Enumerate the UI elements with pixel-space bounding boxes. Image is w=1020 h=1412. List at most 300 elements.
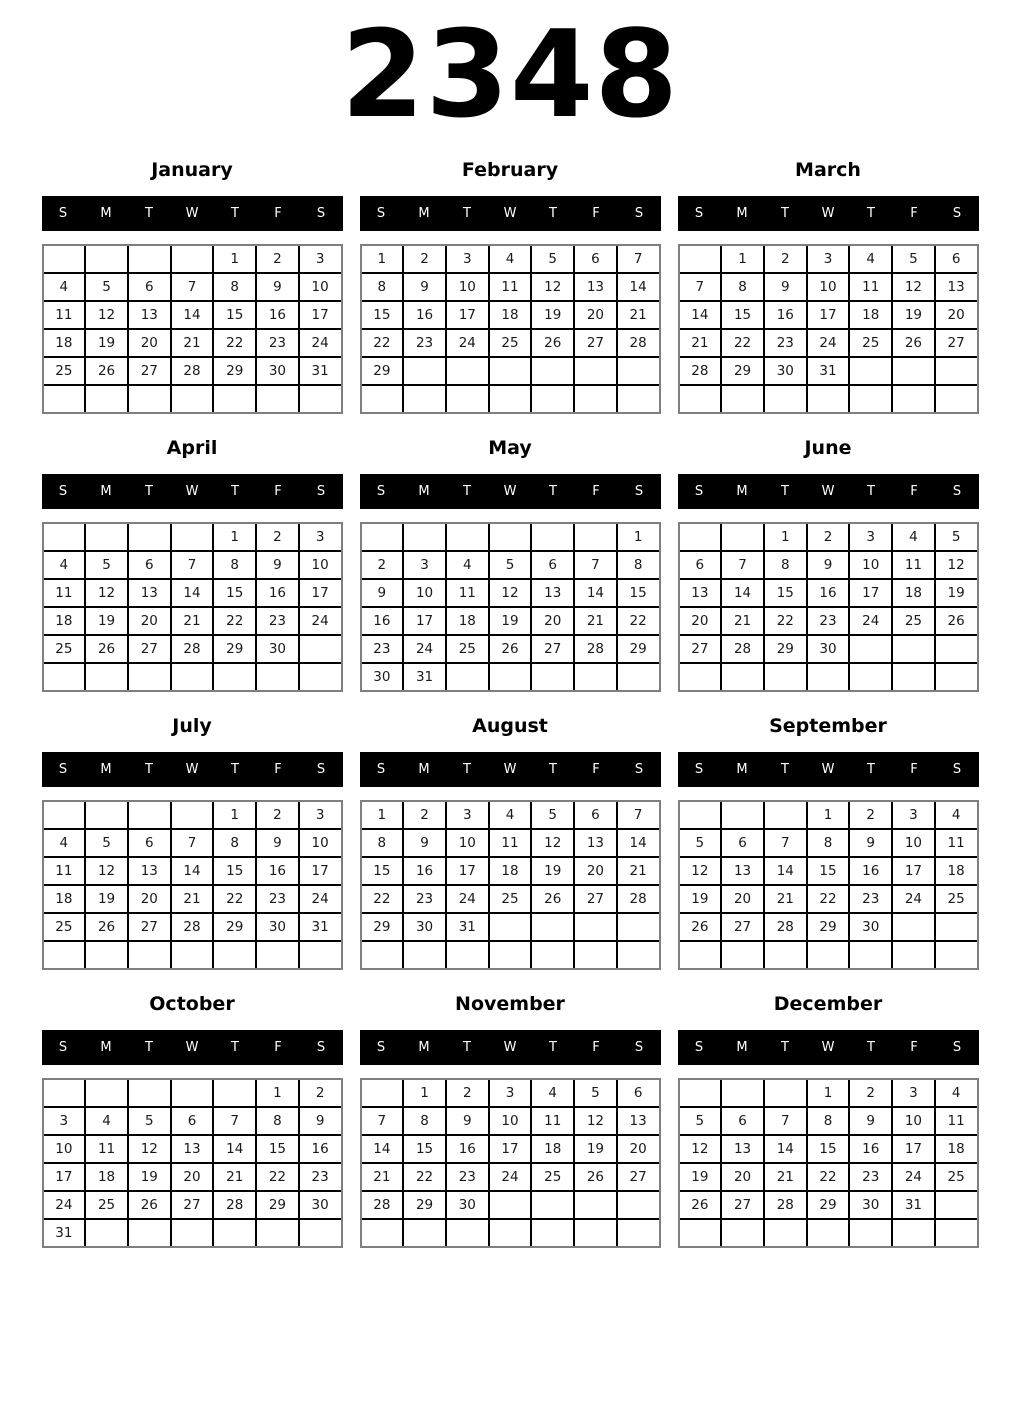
empty-day-cell — [86, 664, 127, 690]
day-cell: 31 — [447, 914, 488, 940]
day-cell: 30 — [404, 914, 445, 940]
day-cell: 9 — [850, 1108, 891, 1134]
weekday-label: T — [781, 206, 789, 221]
day-cell: 24 — [808, 330, 849, 356]
day-cell: 25 — [893, 608, 934, 634]
day-cell: 16 — [404, 302, 445, 328]
day-cell: 29 — [618, 636, 659, 662]
month-day-grid — [360, 522, 661, 692]
empty-day-cell — [893, 636, 934, 662]
day-cell: 20 — [172, 1164, 213, 1190]
weekday-label: S — [634, 762, 644, 777]
day-cell: 10 — [300, 552, 341, 578]
day-cell: 25 — [850, 330, 891, 356]
day-cell: 10 — [300, 830, 341, 856]
month-title: July — [172, 715, 212, 737]
day-cell: 16 — [257, 302, 298, 328]
day-cell: 25 — [44, 358, 85, 384]
day-cell: 25 — [490, 330, 531, 356]
empty-day-cell — [44, 524, 85, 550]
day-cell: 11 — [86, 1136, 127, 1162]
empty-day-cell — [532, 914, 573, 940]
month-day-grid — [360, 800, 661, 970]
day-cell: 18 — [936, 858, 977, 884]
day-cell: 25 — [44, 914, 85, 940]
day-cell: 21 — [765, 1164, 806, 1190]
weekday-label: M — [418, 1040, 430, 1055]
day-cell: 14 — [722, 580, 763, 606]
day-cell: 14 — [362, 1136, 403, 1162]
month-day-grid — [360, 1078, 661, 1248]
day-cell: 1 — [257, 1080, 298, 1106]
month-title: March — [795, 159, 861, 181]
day-cell: 5 — [936, 524, 977, 550]
empty-day-cell — [722, 802, 763, 828]
day-cell: 6 — [575, 802, 616, 828]
day-cell: 20 — [575, 302, 616, 328]
day-cell: 1 — [362, 802, 403, 828]
weekday-label: S — [694, 1040, 704, 1055]
day-cell: 12 — [86, 858, 127, 884]
day-cell: 2 — [257, 802, 298, 828]
empty-day-cell — [86, 1080, 127, 1106]
day-cell: 17 — [300, 302, 341, 328]
day-cell: 13 — [575, 274, 616, 300]
day-cell: 29 — [214, 636, 255, 662]
empty-day-cell — [618, 914, 659, 940]
empty-day-cell — [214, 386, 255, 412]
day-cell: 15 — [214, 302, 255, 328]
day-cell: 17 — [404, 608, 445, 634]
day-cell: 14 — [680, 302, 721, 328]
weekday-label: W — [821, 484, 835, 499]
day-cell: 26 — [575, 1164, 616, 1190]
empty-day-cell — [490, 524, 531, 550]
empty-day-cell — [808, 386, 849, 412]
day-cell: 5 — [680, 830, 721, 856]
empty-day-cell — [447, 524, 488, 550]
day-cell: 25 — [490, 886, 531, 912]
day-cell: 16 — [808, 580, 849, 606]
day-cell: 13 — [936, 274, 977, 300]
day-cell: 15 — [765, 580, 806, 606]
empty-day-cell — [129, 524, 170, 550]
day-cell: 29 — [808, 1192, 849, 1218]
weekday-label: M — [736, 206, 748, 221]
day-cell: 26 — [680, 1192, 721, 1218]
day-cell: 26 — [490, 636, 531, 662]
day-cell: 21 — [618, 858, 659, 884]
weekday-label: T — [463, 206, 471, 221]
month-block — [42, 158, 343, 414]
day-cell: 3 — [300, 802, 341, 828]
day-cell: 27 — [722, 1192, 763, 1218]
day-cell: 23 — [404, 886, 445, 912]
day-cell: 28 — [618, 330, 659, 356]
weekday-label: M — [418, 762, 430, 777]
day-cell: 14 — [172, 302, 213, 328]
empty-day-cell — [850, 358, 891, 384]
day-cell: 3 — [404, 552, 445, 578]
day-cell: 4 — [44, 552, 85, 578]
day-cell: 18 — [850, 302, 891, 328]
day-cell: 1 — [765, 524, 806, 550]
day-cell: 11 — [447, 580, 488, 606]
day-cell: 8 — [722, 274, 763, 300]
weekday-label: F — [910, 762, 918, 777]
day-cell: 11 — [490, 830, 531, 856]
day-cell: 11 — [44, 858, 85, 884]
day-cell: 5 — [893, 246, 934, 272]
weekday-label: S — [316, 1040, 326, 1055]
day-cell: 8 — [808, 1108, 849, 1134]
empty-day-cell — [300, 664, 341, 690]
month-block — [42, 992, 343, 1248]
month-title: April — [166, 437, 218, 459]
empty-day-cell — [172, 942, 213, 968]
month-day-grid — [678, 244, 979, 414]
weekday-header-row — [42, 196, 343, 231]
empty-day-cell — [172, 524, 213, 550]
empty-day-cell — [129, 942, 170, 968]
empty-day-cell — [86, 942, 127, 968]
day-cell: 29 — [404, 1192, 445, 1218]
day-cell: 13 — [680, 580, 721, 606]
day-cell: 7 — [172, 830, 213, 856]
day-cell: 5 — [680, 1108, 721, 1134]
month-day-grid — [678, 522, 979, 692]
weekday-label: T — [463, 1040, 471, 1055]
weekday-label: T — [463, 762, 471, 777]
month-day-grid — [42, 1078, 343, 1248]
day-cell: 7 — [172, 552, 213, 578]
empty-day-cell — [850, 636, 891, 662]
day-cell: 7 — [618, 802, 659, 828]
day-cell: 24 — [300, 886, 341, 912]
day-cell: 4 — [490, 246, 531, 272]
day-cell: 29 — [362, 358, 403, 384]
day-cell: 20 — [129, 608, 170, 634]
weekday-label: W — [503, 1040, 517, 1055]
day-cell: 8 — [214, 552, 255, 578]
day-cell: 13 — [532, 580, 573, 606]
weekday-label: S — [376, 484, 386, 499]
day-cell: 23 — [257, 886, 298, 912]
day-cell: 25 — [936, 886, 977, 912]
weekday-label: T — [781, 762, 789, 777]
day-cell: 2 — [362, 552, 403, 578]
empty-day-cell — [490, 1192, 531, 1218]
weekday-label: S — [316, 484, 326, 499]
empty-day-cell — [722, 1080, 763, 1106]
weekday-label: F — [274, 484, 282, 499]
empty-day-cell — [447, 942, 488, 968]
day-cell: 16 — [300, 1136, 341, 1162]
day-cell: 17 — [447, 858, 488, 884]
weekday-label: S — [952, 1040, 962, 1055]
day-cell: 14 — [172, 858, 213, 884]
day-cell: 28 — [765, 1192, 806, 1218]
day-cell: 2 — [850, 802, 891, 828]
empty-day-cell — [893, 664, 934, 690]
day-cell: 15 — [808, 858, 849, 884]
empty-day-cell — [214, 664, 255, 690]
weekday-label: T — [549, 206, 557, 221]
day-cell: 21 — [214, 1164, 255, 1190]
day-cell: 11 — [893, 552, 934, 578]
empty-day-cell — [722, 386, 763, 412]
weekday-label: T — [231, 1040, 239, 1055]
weekday-label: M — [100, 206, 112, 221]
day-cell: 9 — [404, 274, 445, 300]
day-cell: 22 — [214, 330, 255, 356]
day-cell: 2 — [808, 524, 849, 550]
day-cell: 19 — [532, 302, 573, 328]
day-cell: 28 — [362, 1192, 403, 1218]
day-cell: 1 — [214, 524, 255, 550]
empty-day-cell — [850, 386, 891, 412]
weekday-label: W — [503, 762, 517, 777]
day-cell: 29 — [214, 358, 255, 384]
day-cell: 19 — [893, 302, 934, 328]
day-cell: 24 — [850, 608, 891, 634]
day-cell: 30 — [447, 1192, 488, 1218]
empty-day-cell — [893, 1220, 934, 1246]
empty-day-cell — [575, 386, 616, 412]
day-cell: 23 — [765, 330, 806, 356]
day-cell: 19 — [936, 580, 977, 606]
day-cell: 13 — [618, 1108, 659, 1134]
day-cell: 27 — [129, 636, 170, 662]
weekday-label: S — [952, 206, 962, 221]
day-cell: 24 — [893, 1164, 934, 1190]
month-block — [360, 436, 661, 692]
empty-day-cell — [936, 914, 977, 940]
empty-day-cell — [893, 942, 934, 968]
month-title: June — [804, 437, 852, 459]
day-cell: 26 — [86, 914, 127, 940]
empty-day-cell — [575, 942, 616, 968]
day-cell: 16 — [850, 858, 891, 884]
day-cell: 27 — [618, 1164, 659, 1190]
day-cell: 27 — [532, 636, 573, 662]
month-title: February — [461, 159, 559, 181]
day-cell: 21 — [722, 608, 763, 634]
day-cell: 21 — [765, 886, 806, 912]
day-cell: 4 — [86, 1108, 127, 1134]
weekday-label: T — [145, 762, 153, 777]
empty-day-cell — [722, 1220, 763, 1246]
day-cell: 2 — [404, 246, 445, 272]
empty-day-cell — [936, 664, 977, 690]
day-cell: 28 — [172, 914, 213, 940]
empty-day-cell — [893, 914, 934, 940]
day-cell: 19 — [532, 858, 573, 884]
empty-day-cell — [257, 942, 298, 968]
day-cell: 13 — [575, 830, 616, 856]
day-cell: 28 — [618, 886, 659, 912]
day-cell: 9 — [808, 552, 849, 578]
empty-day-cell — [129, 246, 170, 272]
day-cell: 9 — [257, 274, 298, 300]
day-cell: 23 — [257, 330, 298, 356]
day-cell: 17 — [447, 302, 488, 328]
empty-day-cell — [575, 358, 616, 384]
empty-day-cell — [722, 524, 763, 550]
day-cell: 24 — [447, 886, 488, 912]
empty-day-cell — [44, 802, 85, 828]
weekday-label: T — [549, 762, 557, 777]
day-cell: 10 — [893, 1108, 934, 1134]
day-cell: 1 — [214, 246, 255, 272]
day-cell: 2 — [404, 802, 445, 828]
day-cell: 27 — [722, 914, 763, 940]
day-cell: 8 — [765, 552, 806, 578]
empty-day-cell — [850, 664, 891, 690]
day-cell: 8 — [362, 274, 403, 300]
day-cell: 12 — [532, 830, 573, 856]
day-cell: 11 — [44, 580, 85, 606]
day-cell: 1 — [618, 524, 659, 550]
day-cell: 8 — [214, 274, 255, 300]
empty-day-cell — [214, 1080, 255, 1106]
weekday-header-row — [678, 196, 979, 231]
day-cell: 25 — [44, 636, 85, 662]
day-cell: 26 — [86, 636, 127, 662]
empty-day-cell — [532, 358, 573, 384]
day-cell: 4 — [532, 1080, 573, 1106]
day-cell: 5 — [575, 1080, 616, 1106]
empty-day-cell — [257, 386, 298, 412]
weekday-label: T — [145, 206, 153, 221]
weekday-label: T — [231, 484, 239, 499]
month-block — [42, 436, 343, 692]
weekday-header-row — [678, 1030, 979, 1065]
day-cell: 26 — [893, 330, 934, 356]
empty-day-cell — [172, 1220, 213, 1246]
day-cell: 15 — [362, 858, 403, 884]
weekday-label: F — [910, 1040, 918, 1055]
day-cell: 16 — [765, 302, 806, 328]
empty-day-cell — [765, 386, 806, 412]
empty-day-cell — [618, 386, 659, 412]
day-cell: 16 — [447, 1136, 488, 1162]
day-cell: 10 — [808, 274, 849, 300]
day-cell: 26 — [129, 1192, 170, 1218]
empty-day-cell — [936, 1192, 977, 1218]
day-cell: 27 — [680, 636, 721, 662]
month-day-grid — [360, 244, 661, 414]
month-day-grid — [678, 800, 979, 970]
weekday-label: W — [503, 206, 517, 221]
empty-day-cell — [765, 942, 806, 968]
day-cell: 3 — [893, 1080, 934, 1106]
day-cell: 20 — [722, 886, 763, 912]
month-block — [678, 158, 979, 414]
day-cell: 5 — [86, 830, 127, 856]
empty-day-cell — [680, 802, 721, 828]
empty-day-cell — [680, 524, 721, 550]
day-cell: 3 — [300, 524, 341, 550]
day-cell: 6 — [129, 274, 170, 300]
day-cell: 19 — [129, 1164, 170, 1190]
day-cell: 4 — [447, 552, 488, 578]
weekday-label: S — [376, 206, 386, 221]
empty-day-cell — [808, 664, 849, 690]
weekday-label: F — [592, 1040, 600, 1055]
day-cell: 10 — [447, 274, 488, 300]
weekday-header-row — [360, 1030, 661, 1065]
day-cell: 5 — [86, 274, 127, 300]
day-cell: 11 — [490, 274, 531, 300]
empty-day-cell — [936, 942, 977, 968]
day-cell: 19 — [680, 1164, 721, 1190]
day-cell: 17 — [850, 580, 891, 606]
empty-day-cell — [44, 246, 85, 272]
empty-day-cell — [532, 386, 573, 412]
day-cell: 30 — [362, 664, 403, 690]
day-cell: 20 — [936, 302, 977, 328]
month-block — [678, 992, 979, 1248]
day-cell: 27 — [172, 1192, 213, 1218]
day-cell: 5 — [86, 552, 127, 578]
empty-day-cell — [680, 246, 721, 272]
day-cell: 18 — [893, 580, 934, 606]
weekday-label: S — [58, 206, 68, 221]
day-cell: 18 — [936, 1136, 977, 1162]
weekday-label: T — [781, 484, 789, 499]
weekday-label: F — [274, 1040, 282, 1055]
day-cell: 6 — [129, 552, 170, 578]
day-cell: 13 — [172, 1136, 213, 1162]
empty-day-cell — [936, 386, 977, 412]
day-cell: 6 — [172, 1108, 213, 1134]
empty-day-cell — [850, 1220, 891, 1246]
empty-day-cell — [300, 636, 341, 662]
weekday-label: S — [376, 762, 386, 777]
weekday-label: S — [58, 1040, 68, 1055]
empty-day-cell — [936, 636, 977, 662]
empty-day-cell — [362, 1080, 403, 1106]
day-cell: 17 — [893, 1136, 934, 1162]
day-cell: 4 — [44, 830, 85, 856]
day-cell: 27 — [575, 330, 616, 356]
day-cell: 8 — [362, 830, 403, 856]
day-cell: 16 — [404, 858, 445, 884]
month-block — [360, 158, 661, 414]
day-cell: 24 — [44, 1192, 85, 1218]
month-block — [360, 992, 661, 1248]
empty-day-cell — [172, 802, 213, 828]
day-cell: 5 — [532, 802, 573, 828]
day-cell: 2 — [447, 1080, 488, 1106]
day-cell: 12 — [490, 580, 531, 606]
empty-day-cell — [722, 664, 763, 690]
empty-day-cell — [44, 386, 85, 412]
month-title: September — [769, 715, 887, 737]
day-cell: 2 — [300, 1080, 341, 1106]
weekday-label: S — [952, 484, 962, 499]
day-cell: 13 — [722, 858, 763, 884]
day-cell: 13 — [129, 580, 170, 606]
day-cell: 16 — [257, 858, 298, 884]
day-cell: 13 — [129, 302, 170, 328]
empty-day-cell — [680, 664, 721, 690]
month-title: October — [149, 993, 235, 1015]
empty-day-cell — [447, 1220, 488, 1246]
month-day-grid — [42, 800, 343, 970]
day-cell: 15 — [618, 580, 659, 606]
